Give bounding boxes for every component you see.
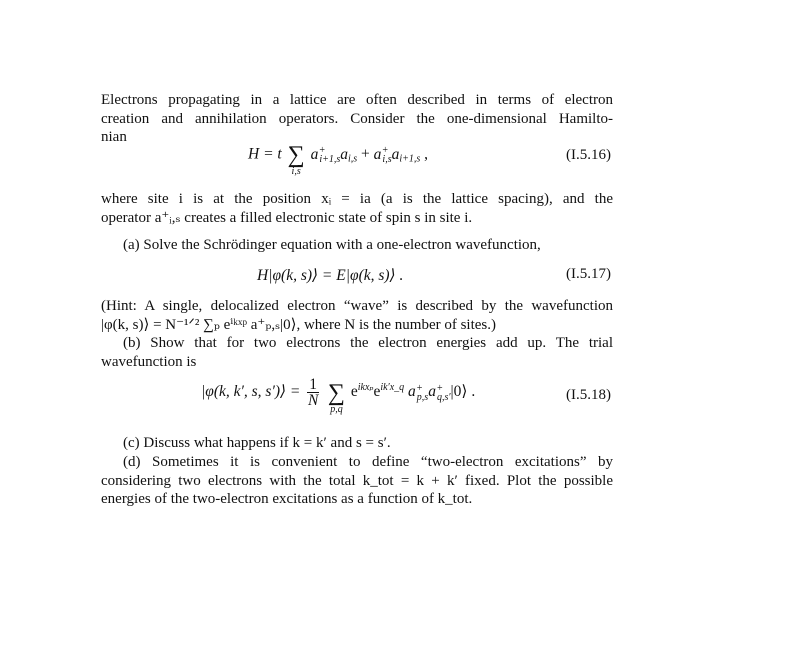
hamiltonian-lhs: H = t <box>248 145 282 163</box>
part-b <box>101 334 613 371</box>
operator-1-indices: + i+1,s <box>319 145 341 165</box>
normalization-fraction <box>307 377 319 408</box>
creation-operator-2: a <box>373 145 382 163</box>
annihilation-operator-1-sub: i,s <box>348 153 358 165</box>
vacuum-ket: |0⟩ . <box>450 383 476 401</box>
part-a <box>101 236 613 255</box>
summation-limits: i,s <box>291 166 301 177</box>
hint-paragraph <box>101 297 613 334</box>
double-summation-limits: p,q <box>330 403 343 415</box>
trailing-comma: , <box>424 145 429 163</box>
operator-p-indices: + p,s <box>416 382 429 403</box>
schrodinger-equation: H|φ(k, s)⟩ = E|φ(k, s)⟩ . <box>257 267 404 284</box>
site-line-2: operator a⁺ᵢ,ₛ creates a filled electronic state of spin s in site i. <box>101 209 473 226</box>
exponential-1: e <box>350 383 358 401</box>
part-d-line-2: considering two electrons with the total k_tot = k + k′ fixed. Plot the possible <box>101 472 613 489</box>
equation-number-16: (I.5.16) <box>566 147 611 163</box>
fraction-numerator: 1 <box>309 376 318 393</box>
two-electron-wavefunction <box>201 376 476 415</box>
intro-line-3: nian <box>101 129 127 145</box>
intro-paragraph <box>101 91 613 147</box>
creation-operator-q: a <box>428 383 436 401</box>
equation-number-18: (I.5.18) <box>566 387 611 403</box>
part-a-text: (a) Solve the Schrödinger equation with a one-electron wavefunction, <box>123 237 541 253</box>
site-line-1: where site i is at the position xᵢ = ia (a is the lattice spacing), and the <box>101 191 613 207</box>
site-paragraph <box>101 190 613 227</box>
double-summation-sign: ∑ p,q <box>327 379 346 415</box>
wavefunction-lhs: |φ(k, k′, s, s′)⟩ = <box>201 383 301 401</box>
annihilation-operator-1: a <box>340 145 348 163</box>
part-b-line-1: (b) Show that for two electrons the electron energies add up. The trial <box>123 335 613 351</box>
summation-sign: ∑ i,s <box>287 142 305 177</box>
creation-operator-p: a <box>408 383 416 401</box>
part-d <box>101 453 613 509</box>
hint-line-1: (Hint: A single, delocalized electron “wave” is described by the wavefunction <box>101 298 613 314</box>
equation-i-5-16 <box>101 143 613 183</box>
exponent-1: ikxₚ <box>357 382 374 394</box>
annihilation-operator-2-sub: i+1,s <box>399 153 421 165</box>
creation-operator-1: a <box>310 145 319 163</box>
equation-number-17: (I.5.17) <box>566 266 611 282</box>
operator-2-indices: + i,s <box>382 145 392 165</box>
intro-line-2: creation and annihilation operators. Consider the one-dimensional Hamilto- <box>101 110 613 127</box>
part-d-line-1: (d) Sometimes it is convenient to define “two-electron excitations” by <box>123 454 613 470</box>
hamiltonian-expression <box>248 142 429 177</box>
exponential-2: e <box>373 383 381 401</box>
annihilation-operator-2: a <box>391 145 400 163</box>
exponent-2: ik′x_q <box>380 382 405 394</box>
part-b-line-2: wavefunction is <box>101 353 197 370</box>
part-c-text: (c) Discuss what happens if k = k′ and s = s′. <box>123 435 391 451</box>
fraction-denominator: N <box>307 392 319 409</box>
hint-line-2: |φ(k, s)⟩ = N⁻¹ᐟ² ∑ₚ eⁱᵏˣᵖ a⁺ₚ,ₛ|0⟩, where N is the number of sites.) <box>101 316 497 333</box>
operator-q-indices: + q,s′ <box>436 382 451 403</box>
equation-i-5-18 <box>101 377 613 425</box>
intro-line-1: Electrons propagating in a lattice are often described in terms of electron <box>101 92 613 108</box>
plus-sign: + <box>361 145 370 163</box>
part-c <box>101 434 613 453</box>
part-d-line-3: energies of the two-electron excitations as a function of k_tot. <box>101 491 473 507</box>
